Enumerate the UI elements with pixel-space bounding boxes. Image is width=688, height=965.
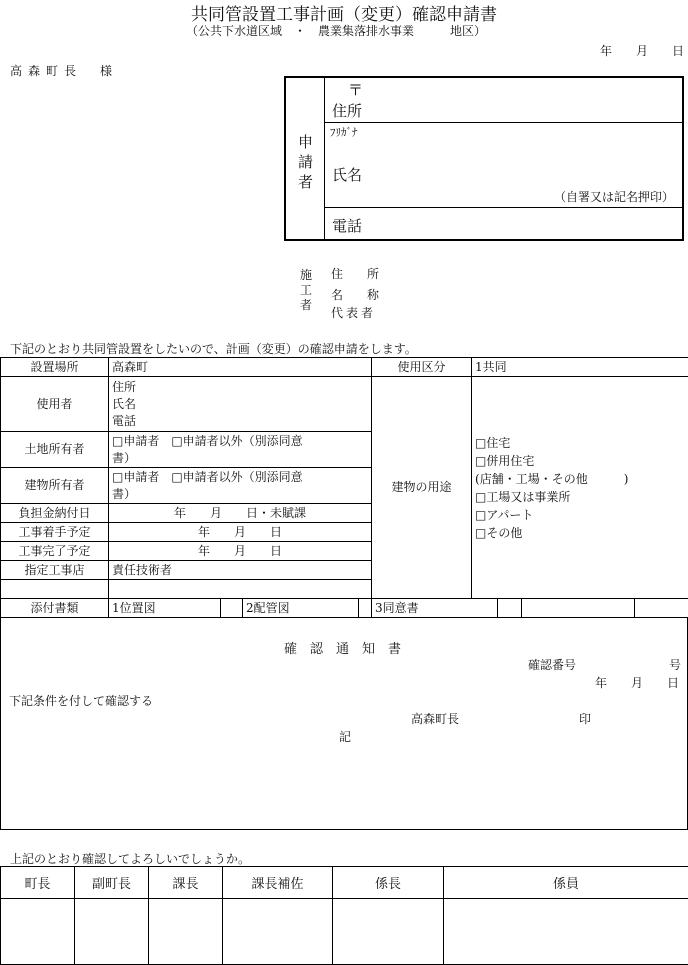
user-address-label: 住所 [112, 379, 137, 394]
start-date-value[interactable]: 年 月 日 [109, 523, 372, 542]
attachment-check[interactable] [221, 599, 243, 618]
stamp-header: 町長 [1, 867, 75, 899]
usage-class-value[interactable]: 1共同 [472, 358, 688, 377]
stamp-header: 係長 [333, 867, 444, 899]
attachment-item: 1位置図 [109, 599, 221, 618]
form-subtitle: （公共下水道区域 ・ 農業集落排水事業 地区） [186, 24, 487, 38]
attachment-check[interactable] [359, 599, 372, 618]
signature-note: （自署又は記名押印） [553, 190, 674, 204]
attachment-item: 2配管図 [243, 599, 359, 618]
building-owner-choice[interactable] [109, 468, 372, 504]
applicant-address-row[interactable] [324, 78, 682, 123]
building-use-option: (店舗・工場・その他 ) [475, 471, 629, 486]
contractor-address-label: 住 所 [331, 267, 380, 281]
usage-class-label: 使用区分 [372, 358, 472, 377]
owner-choice-line: 書） [112, 486, 137, 501]
attachment-blank[interactable] [522, 599, 635, 618]
stamp-cell[interactable] [1, 899, 75, 965]
phone-label: 電話 [332, 217, 363, 235]
approval-question: 上記のとおり確認してよろしいでしょうか。 [10, 852, 251, 866]
contractor-label-char: 施 [300, 268, 313, 282]
payment-date-value[interactable]: 年 月 日・未賦課 [109, 504, 372, 523]
applicant-phone-row[interactable] [324, 207, 682, 241]
building-use-option[interactable]: □住宅 [475, 435, 511, 450]
owner-choice-line: 書） [112, 450, 137, 465]
ki-mark: 記 [339, 730, 352, 744]
stamp-cell[interactable] [223, 899, 333, 965]
stamp-header: 課長補佐 [223, 867, 333, 899]
designated-contractor-value[interactable]: 責任技術者 [109, 561, 372, 580]
applicant-name-row[interactable] [324, 122, 682, 208]
start-date-label: 工事着手予定 [1, 523, 109, 542]
attachments-label: 添付書類 [1, 599, 109, 618]
building-use-option[interactable]: □工場又は事業所 [475, 489, 571, 504]
building-use-options[interactable] [472, 377, 688, 599]
user-fields-cell[interactable] [109, 377, 372, 432]
land-owner-choice[interactable] [109, 432, 372, 468]
form-title: 共同管設置工事計画（変更）確認申請書 [191, 5, 497, 25]
attachment-blank[interactable] [635, 599, 688, 618]
building-owner-label: 建物所有者 [1, 468, 109, 504]
attachment-check[interactable] [498, 599, 522, 618]
stamp-cell[interactable] [75, 899, 149, 965]
building-use-label: 建物の用途 [372, 377, 472, 599]
stamp-cell[interactable] [149, 899, 223, 965]
confirmation-statement: 下記条件を付して確認する [9, 694, 154, 708]
application-table [0, 357, 688, 618]
building-use-option[interactable]: □その他 [475, 525, 523, 540]
end-date-value[interactable]: 年 月 日 [109, 542, 372, 561]
contractor-name-label: 名 称 [331, 288, 380, 302]
name-label: 氏名 [332, 166, 363, 184]
confirmation-number-label: 確認番号 [528, 658, 577, 672]
stamp-cell[interactable] [333, 899, 444, 965]
blank-cell [1, 580, 109, 599]
confirmation-notice [0, 617, 688, 830]
furigana-label: ﾌﾘｶﾞﾅ [330, 126, 358, 139]
user-name-label: 氏名 [112, 396, 137, 411]
owner-choice-line: □申請者 □申請者以外（別添同意 [112, 433, 303, 448]
applicant-box [284, 76, 684, 241]
addressee: 高森町長 様 [10, 64, 119, 78]
building-use-option[interactable]: □アパート [475, 507, 534, 522]
contractor-label-char: 工 [300, 283, 313, 297]
user-label: 使用者 [1, 377, 109, 432]
stamp-header: 係員 [444, 867, 688, 899]
application-date: 年 月 日 [599, 44, 684, 58]
user-phone-label: 電話 [112, 413, 137, 428]
owner-choice-line: □申請者 □申請者以外（別添同意 [112, 469, 303, 484]
intro-text: 下記のとおり共同管設置をしたいので、計画（変更）の確認申請をします。 [10, 342, 417, 356]
stamp-header: 課長 [149, 867, 223, 899]
location-value[interactable]: 高森町 [109, 358, 372, 377]
designated-contractor-label: 指定工事店 [1, 561, 109, 580]
end-date-label: 工事完了予定 [1, 542, 109, 561]
building-use-option[interactable]: □併用住宅 [475, 453, 535, 468]
stamp-header: 副町長 [75, 867, 149, 899]
contractor-rep-label: 代表者 [331, 306, 377, 320]
confirmation-date: 年 月 日 [594, 676, 679, 690]
land-owner-label: 土地所有者 [1, 432, 109, 468]
seal-mark: 印 [579, 712, 592, 726]
confirmation-number-unit: 号 [669, 658, 682, 672]
address-label: 住所 [332, 102, 363, 120]
location-label: 設置場所 [1, 358, 109, 377]
contractor-label-char: 者 [300, 298, 313, 312]
postal-mark: 〒 [348, 81, 364, 99]
attachment-item: 3同意書 [372, 599, 498, 618]
payment-date-label: 負担金納付日 [1, 504, 109, 523]
applicant-label: 申請者 [298, 133, 314, 191]
stamp-cell[interactable] [444, 899, 688, 965]
confirmation-title: 確 認 通 知 書 [284, 642, 402, 657]
confirmation-issuer: 高森町長 [411, 712, 460, 726]
applicant-label-cell [286, 78, 325, 239]
blank-cell[interactable] [109, 580, 372, 599]
approval-stamp-table [0, 866, 688, 965]
